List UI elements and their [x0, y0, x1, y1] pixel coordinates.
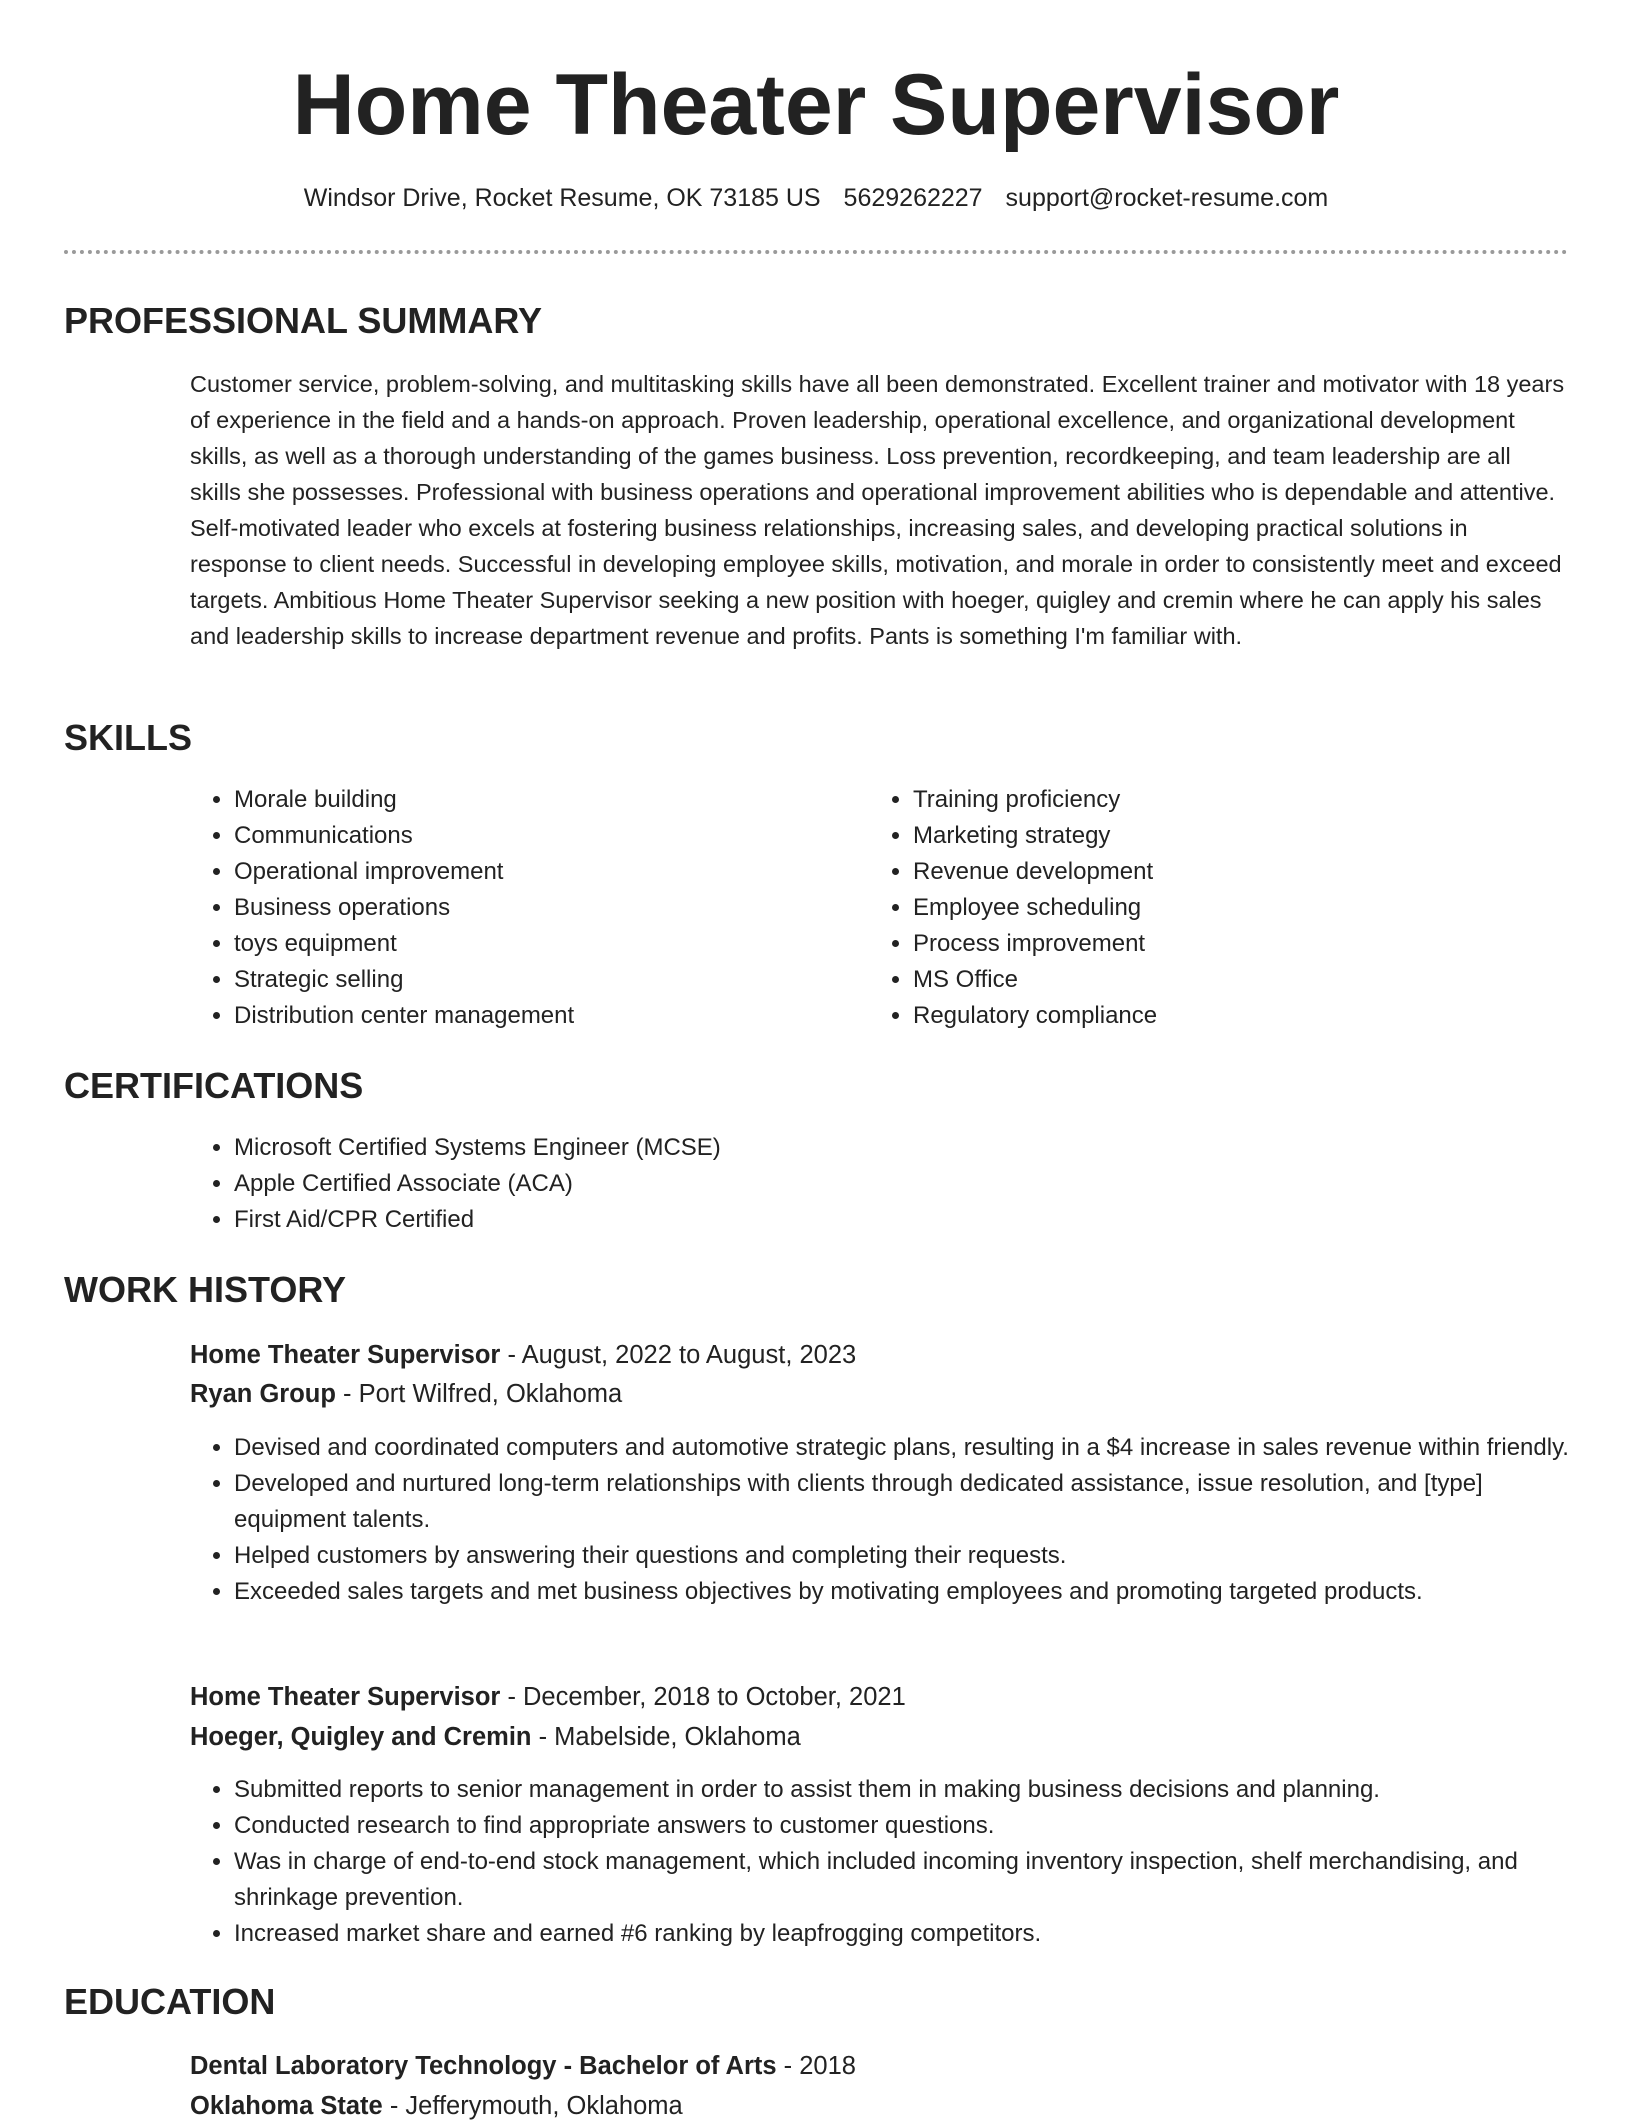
job-title: Home Theater Supervisor: [190, 1341, 501, 1369]
job-company-line: [190, 1374, 1570, 1414]
job-company-line: [190, 1717, 1570, 1757]
skills-heading: SKILLS: [64, 717, 193, 758]
job-title-line: [190, 1335, 1570, 1375]
job-location: - Port Wilfred, Oklahoma: [335, 1380, 623, 1408]
work-history-heading: WORK HISTORY: [64, 1269, 347, 1310]
list-item: • Marketing strategy: [913, 818, 1533, 854]
job-company: Hoeger, Quigley and Cremin: [190, 1723, 532, 1751]
list-item: • Regulatory compliance: [913, 998, 1533, 1034]
education-year: - 2018: [776, 2052, 856, 2080]
education-location: - Jefferymouth, Oklahoma: [382, 2092, 683, 2120]
job-bullets: [190, 1772, 1614, 1952]
education-heading: EDUCATION: [64, 1981, 276, 2022]
list-item: • Was in charge of end-to-end stock management, which included incoming inventory inspection, shelf merchandising, and shrinkage prevention.: [234, 1844, 1614, 1916]
phone-text: 5629262227: [843, 184, 983, 212]
list-item: • Operational improvement: [234, 854, 854, 890]
email-text: support@rocket-resume.com: [1005, 184, 1329, 212]
skills-list-right: [869, 782, 1533, 1034]
list-item: • Helped customers by answering their questions and completing their requests.: [234, 1538, 1574, 1574]
job-location: - Mabelside, Oklahoma: [531, 1723, 801, 1751]
summary-heading: PROFESSIONAL SUMMARY: [64, 300, 543, 341]
summary-text: Customer service, problem-solving, and multitasking skills have all been demonstrated. Excellent trainer and motivator with 18 years of experience in the field and a hands-on approach. Proven leadership, operational excellence, and organizational development skills, as well as a thorough understanding of the games business. Loss prevention, recordkeeping, and team leadership are all skills she possesses. Professional with business operations and operational improvement abilities who is dependable and attentive. Self-motivated leader who excels at fostering business relationships, increasing sales, and developing practical solutions in response to client needs. Successful in developing employee skills, motivation, and morale in order to consistently meet and exceed targets. Ambitious Home Theater Supervisor seeking a new position with hoeger, quigley and cremin where he can apply his sales and leadership skills to increase department revenue and profits. Pants is something I'm familiar with.: [190, 371, 1565, 649]
job-bullets: [190, 1430, 1574, 1610]
list-item: • Submitted reports to senior management in order to assist them in making business decisions and planning.: [234, 1772, 1614, 1808]
job-company: Ryan Group: [190, 1380, 336, 1408]
list-item: • Devised and coordinated computers and automotive strategic plans, resulting in a $4 increase in sales revenue within friendly.: [234, 1430, 1574, 1466]
education-degree: Dental Laboratory Technology - Bachelor of Arts: [190, 2052, 777, 2080]
list-item: • Process improvement: [913, 926, 1533, 962]
list-item: • Microsoft Certified Systems Engineer (MCSE): [234, 1130, 1534, 1166]
list-item: • Distribution center management: [234, 998, 854, 1034]
list-item: • Revenue development: [913, 854, 1533, 890]
list-item: • toys equipment: [234, 926, 854, 962]
job-dates: - December, 2018 to October, 2021: [500, 1683, 906, 1711]
job-title: Home Theater Supervisor: [190, 1683, 501, 1711]
job-dates: - August, 2022 to August, 2023: [500, 1341, 857, 1369]
address-text: Windsor Drive, Rocket Resume, OK 73185 US: [303, 184, 821, 212]
list-item: • MS Office: [913, 962, 1533, 998]
list-item: • Exceeded sales targets and met business objectives by motivating employees and promoting targeted products.: [234, 1574, 1574, 1610]
education-school-line: [190, 2086, 1570, 2126]
resume-title: Home Theater Supervisor: [292, 57, 1340, 153]
skills-list-left: [190, 782, 854, 1034]
list-item: • First Aid/CPR Certified: [234, 1202, 1534, 1238]
list-item: • Communications: [234, 818, 854, 854]
list-item: • Training proficiency: [913, 782, 1533, 818]
education-degree-line: [190, 2046, 1570, 2086]
job-title-line: [190, 1677, 1570, 1717]
list-item: • Business operations: [234, 890, 854, 926]
certifications-heading: CERTIFICATIONS: [64, 1065, 364, 1106]
list-item: • Increased market share and earned #6 ranking by leapfrogging competitors.: [234, 1916, 1614, 1952]
list-item: • Conducted research to find appropriate answers to customer questions.: [234, 1808, 1614, 1844]
list-item: • Strategic selling: [234, 962, 854, 998]
list-item: • Apple Certified Associate (ACA): [234, 1166, 1534, 1202]
contact-line: [0, 178, 1632, 218]
list-item: • Developed and nurtured long-term relationships with clients through dedicated assistance, issue resolution, and [type] equipment talents.: [234, 1466, 1574, 1538]
list-item: • Employee scheduling: [913, 890, 1533, 926]
list-item: • Morale building: [234, 782, 854, 818]
education-school: Oklahoma State: [190, 2092, 383, 2120]
certifications-list: [190, 1130, 1534, 1238]
header-divider: [64, 250, 1568, 254]
